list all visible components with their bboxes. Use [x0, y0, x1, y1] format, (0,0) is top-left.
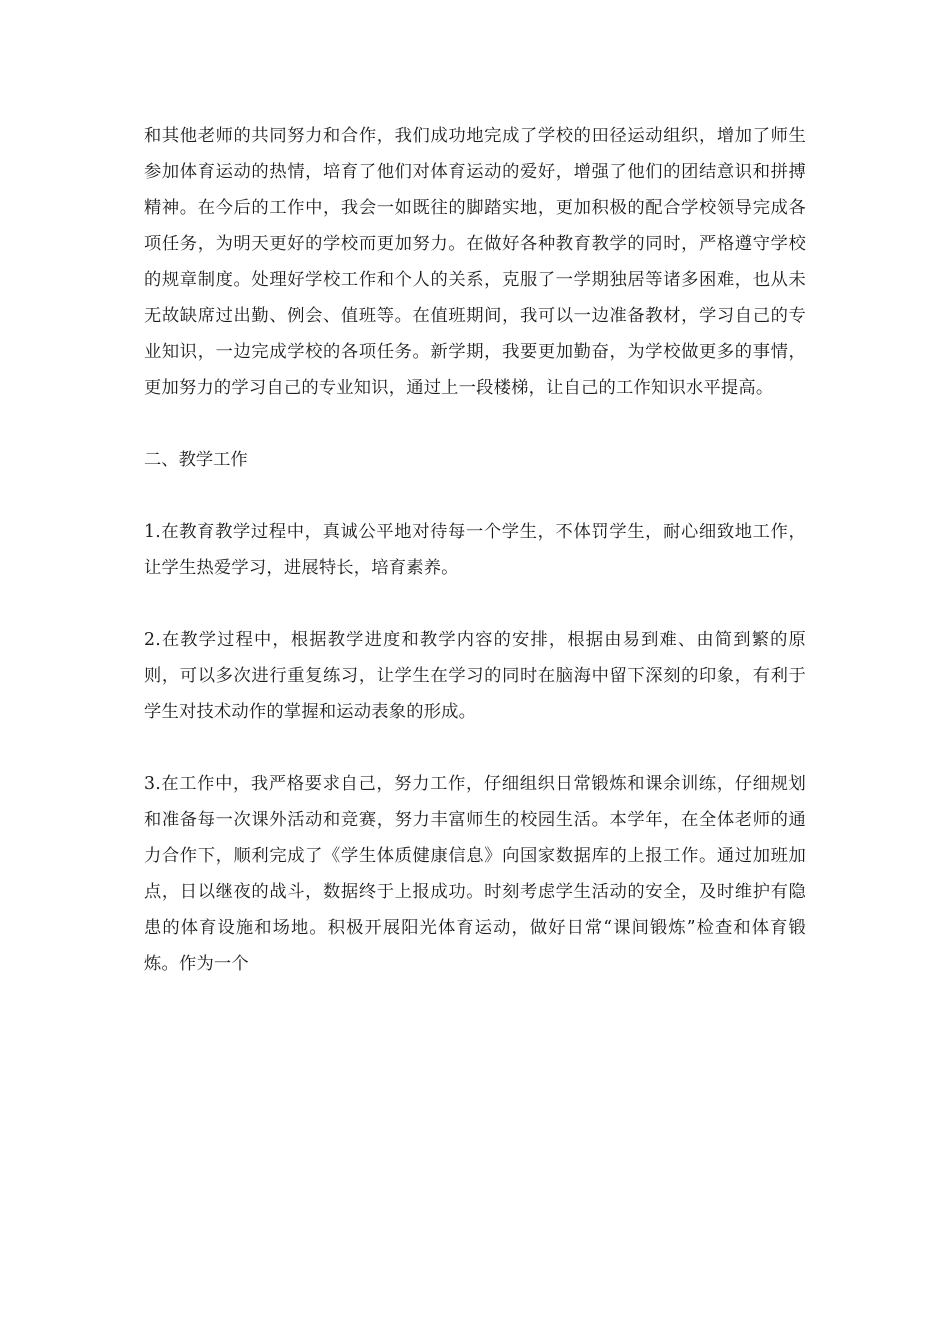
list-item-3: 3.在工作中，我严格要求自己，努力工作，仔细组织日常锻炼和课余训练，仔细规划和准备每一次课外活动和竞赛，努力丰富师生的校园生活。本学年，在全体老师的通力合作下，顺利完成了《学生体质健康信息》向国家数据库的上报工作。通过加班加点，日以继夜的战斗，数据终于上报成功。时刻考虑学生活动的安全，及时维护有隐患的体育设施和场地。积极开展阳光体育运动，做好日常“课间锻炼”检查和体育锻炼。作为一个 — [144, 774, 806, 974]
section-heading: 二、教学工作 — [144, 450, 248, 470]
list-item-1: 1.在教育教学过程中，真诚公平地对待每一个学生，不体罚学生，耐心细致地工作，让学生热爱学习，进展特长，培育素养。 — [144, 522, 806, 578]
list-item-2: 2.在教学过程中，根据教学进度和教学内容的安排，根据由易到难、由简到繁的原则，可以多次进行重复练习，让学生在学习的同时在脑海中留下深刻的印象，有利于学生对技术动作的掌握和运动表象的形成。 — [144, 630, 806, 722]
paragraph-gap — [144, 586, 806, 622]
paragraph-gap — [144, 478, 806, 514]
paragraph-gap — [144, 406, 806, 442]
document-body — [144, 118, 806, 982]
paragraph-gap — [144, 730, 806, 766]
paragraph-intro: 和其他老师的共同努力和合作，我们成功地完成了学校的田径运动组织，增加了师生参加体育运动的热情，培育了他们对体育运动的爱好，增强了他们的团结意识和拼搏精神。在今后的工作中，我会一如既往的脚踏实地，更加积极的配合学校领导完成各项任务，为明天更好的学校而更加努力。在做好各种教育教学的同时，严格遵守学校的规章制度。处理好学校工作和个人的关系，克服了一学期独居等诸多困难，也从未无故缺席过出勤、例会、值班等。在值班期间，我可以一边准备教材，学习自己的专业知识，一边完成学校的各项任务。新学期，我要更加勤奋，为学校做更多的事情，更加努力的学习自己的专业知识，通过上一段楼梯，让自己的工作知识水平提高。 — [144, 126, 806, 398]
